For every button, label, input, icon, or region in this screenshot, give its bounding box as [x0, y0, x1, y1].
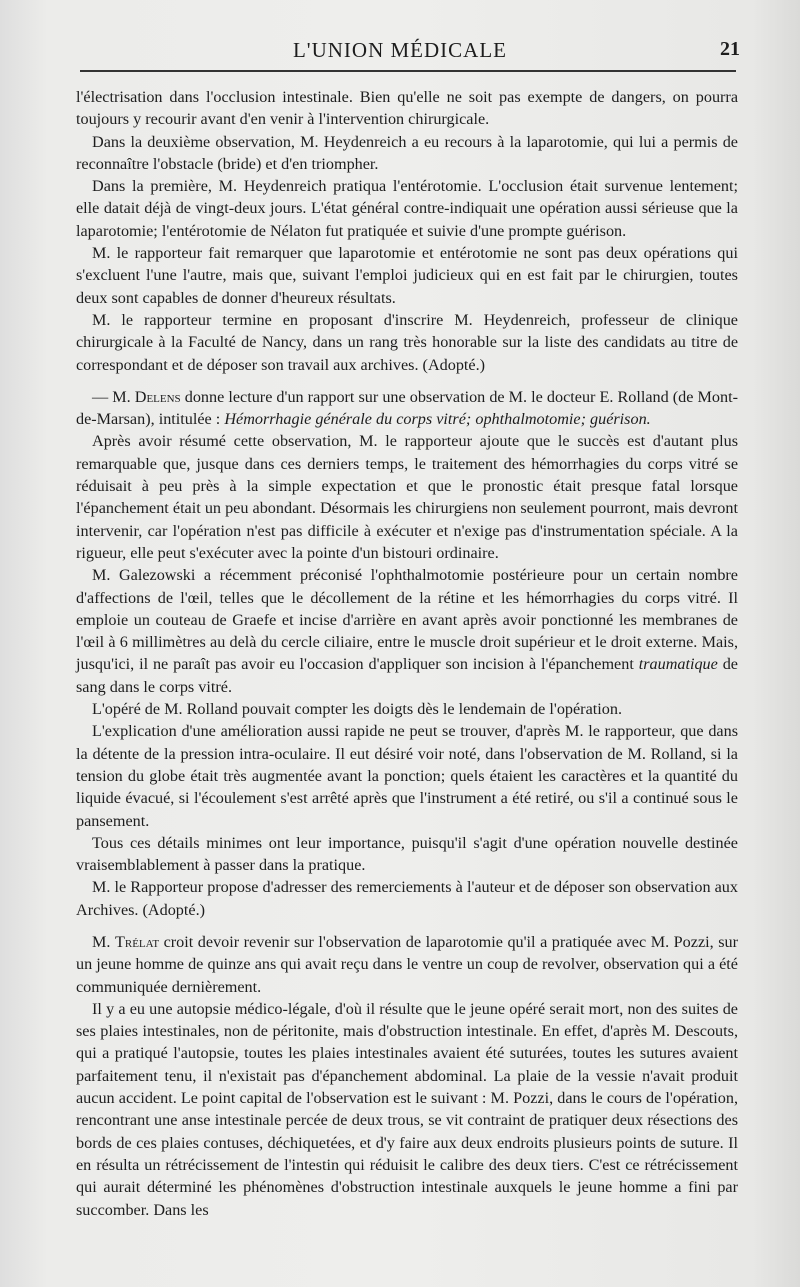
paragraph-delens-report	[76, 386, 738, 431]
body-text	[76, 86, 738, 1221]
paragraph: M. le Rapporteur propose d'adresser des remerciements à l'auteur et de déposer son observation aux Archives. (Adopté.)	[76, 878, 738, 919]
paragraph: l'électrisation dans l'occlusion intestinale. Bien qu'elle ne soit pas exempte de dangers, on pourra toujours y recourir avant d'en venir à l'intervention chirurgicale.	[76, 88, 738, 129]
speaker-prefix: — M.	[92, 387, 135, 406]
paragraph-galezowski	[76, 564, 738, 698]
page-header	[0, 34, 800, 68]
paragraph-text: M. Galezowski a récemment préconisé l'ophthalmotomie postérieure pour un certain nombre d'affections de l'œil, telles que le décollement de la rétine et les hémorrhagies du corps vitré. Il emploie un couteau de Graefe et incise d'arrière en avant après avoir ponctionné les membranes de l'œil à 6 millimètres au delà du cercle ciliaire, entre le muscle droit supérieur et le droit externe. Mais, jusqu'ici, il ne paraît pas avoir eu l'occasion d'appliquer son incision à l'épanchement	[76, 566, 738, 674]
paragraph: L'explication d'une amélioration aussi rapide ne peut se trouver, d'après M. le rapporteur, que dans la détente de la pression intra-oculaire. Il eut désiré voir noté, dans l'observation de M. Rolland, si la tension du globe était très augmentée avant la ponction; quels étaient les caractères et la quantité du liquide évacué, si l'écoulement s'est arrêté après que l'instrument a été retiré, ou s'il a continué sous le pansement.	[76, 722, 738, 830]
running-title: L'UNION MÉDICALE	[292, 38, 507, 62]
paragraph-text: croit devoir revenir sur l'observation de laparotomie qu'il a pratiquée avec M. Pozzi, sur un jeune homme de quinze ans qui avait reçu dans le ventre un coup de revolver, observation qui a été communiquée dernièrement.	[76, 932, 738, 996]
emphasis: traumatique	[638, 655, 718, 674]
paragraph: Dans la première, M. Heydenreich pratiqua l'entérotomie. L'occlusion était survenue lentement; elle datait déjà de vingt-deux jours. L'état général contre-indiquait une opération aussi sérieuse que la laparotomie; l'entérotomie de Nélaton fut pratiquée et suivie d'une prompte guérison.	[76, 177, 738, 240]
paragraph: Après avoir résumé cette observation, M. le rapporteur ajoute que le succès est d'autant plus remarquable que, jusque dans ces derniers temps, le traitement des hémorrhagies du corps vitré se réduisait à peu près à la simple expectation et que le pronostic était presque fatal lorsque l'épanchement était un peu abondant. Désormais les chirurgiens non seulement pourront, mais devront intervenir, car l'opération n'est pas difficile à exécuter et n'exige pas d'instrumentation spéciale. A la rigueur, elle peut s'exécuter avec la pointe d'un bistouri ordinaire.	[76, 432, 738, 562]
report-title: Hémorrhagie générale du corps vitré; ophthalmotomie; guérison.	[224, 410, 651, 429]
paragraph-text: de sang dans le corps vitré.	[76, 655, 738, 696]
paragraph-trelat	[76, 931, 738, 998]
speaker-name: Delens	[134, 387, 181, 406]
header-rule	[80, 70, 736, 72]
speaker-prefix: M.	[92, 932, 115, 951]
paragraph: Dans la deuxième observation, M. Heydenreich a eu recours à la laparotomie, qui lui a permis de reconnaître l'obstacle (bride) et d'en triompher.	[76, 132, 738, 173]
paragraph: M. le rapporteur fait remarquer que laparotomie et entérotomie ne sont pas deux opérations qui s'excluent l'une l'autre, mais que, suivant l'emploi judicieux qui en est fait par le chirurgien, toutes deux sont capables de donner d'heureux résultats.	[76, 244, 738, 307]
paragraph: L'opéré de M. Rolland pouvait compter les doigts dès le lendemain de l'opération.	[92, 700, 622, 719]
paragraph: Il y a eu une autopsie médico-légale, d'où il résulte que le jeune opéré serait mort, non des suites de ses plaies intestinales, non de péritonite, mais d'obstruction intestinale. En effet, d'après M. Descouts, qui a pratiqué l'autopsie, toutes les plaies intestinales avaient été suturées, toutes les sutures avaient parfaitement tenu, il n'existait pas d'épanchement abdominal. La plaie de la vessie n'avait produit aucun accident. Le point capital de l'observation est le suivant : M. Pozzi, dans le cours de l'opération, rencontrant une anse intestinale percée de deux trous, se vit contraint de pratiquer deux résections des bords de ces plaies contuses, déchiquetées, et d'y faire aux deux endroits plusieurs points de suture. Il en résulta un rétrécissement de l'intestin qui réduisit le calibre des deux tiers. C'est ce rétrécissement qui aurait déterminé les phénomènes d'obstruction intestinale auxquels le jeune homme a fini par succomber. Dans les	[76, 999, 738, 1219]
page-number: 21	[720, 38, 740, 60]
speaker-name: Trélat	[114, 932, 160, 951]
paragraph-text: donne lecture d'un rapport sur une observation de M. le docteur E. Rolland (de Mont-de-Marsan), intitulée :	[76, 387, 738, 429]
paragraph: Tous ces détails minimes ont leur importance, puisqu'il s'agit d'une opération nouvelle destinée vraisemblablement à passer dans la pratique.	[76, 833, 738, 875]
paragraph: M. le rapporteur termine en proposant d'inscrire M. Heydenreich, professeur de clinique chirurgicale à la Faculté de Nancy, dans un rang très honorable sur la liste des candidats au titre de correspondant et de déposer son travail aux archives. (Adopté.)	[76, 310, 738, 374]
